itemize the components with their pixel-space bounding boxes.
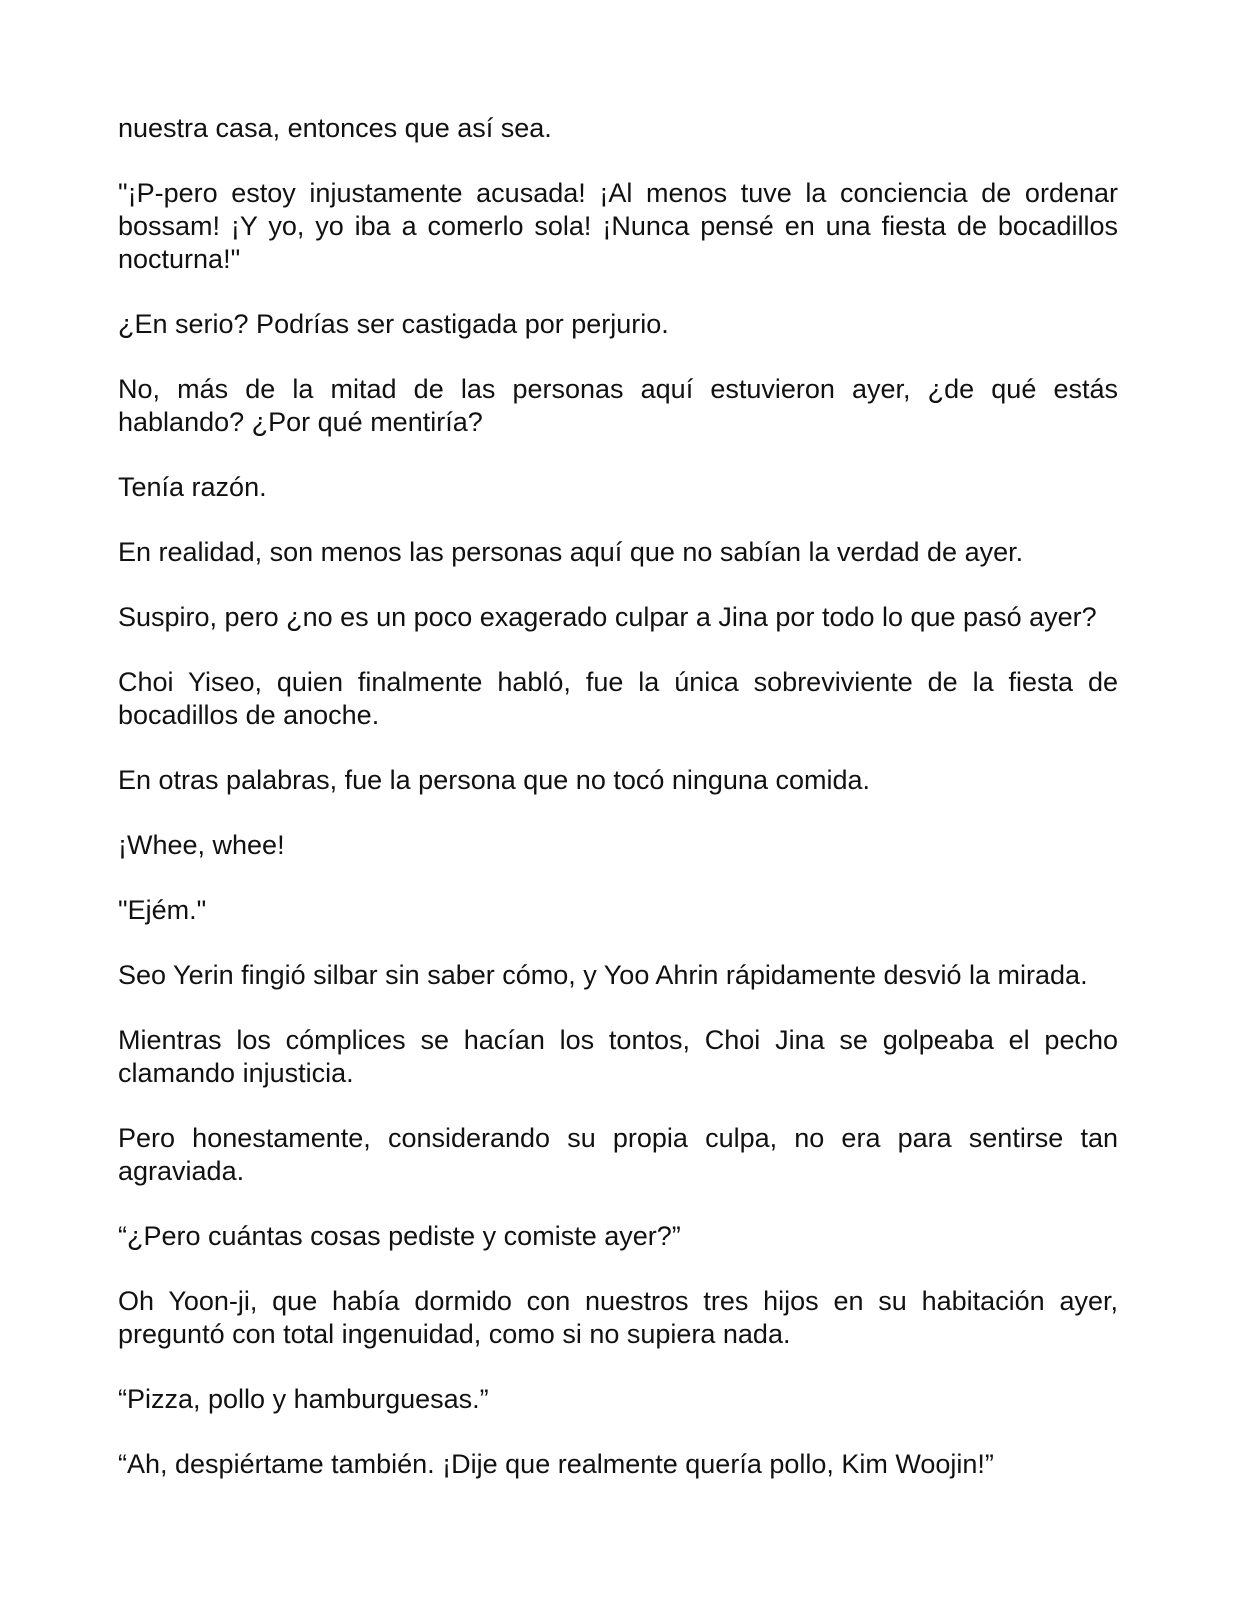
paragraph: No, más de la mitad de las personas aquí estuvieron ayer, ¿de qué estás hablando? ¿Por qué mentiría? (118, 374, 1118, 437)
paragraph: Tenía razón. (118, 472, 267, 502)
paragraph: Seo Yerin fingió silbar sin saber cómo, y Yoo Ahrin rápidamente desvió la mirada. (118, 960, 1088, 990)
paragraph: "¡P-pero estoy injustamente acusada! ¡Al menos tuve la conciencia de ordenar bossam! ¡Y yo, yo iba a comerlo sola! ¡Nunca pensé en una fiesta de bocadillos nocturna!" (118, 178, 1118, 274)
paragraph: En otras palabras, fue la persona que no tocó ninguna comida. (118, 765, 871, 795)
paragraph: “Pizza, pollo y hamburguesas.” (118, 1384, 489, 1414)
paragraph: “¿Pero cuántas cosas pediste y comiste ayer?” (118, 1221, 681, 1251)
paragraph: ¡Whee, whee! (118, 830, 285, 860)
paragraph: nuestra casa, entonces que así sea. (118, 113, 552, 143)
paragraph: Suspiro, pero ¿no es un poco exagerado culpar a Jina por todo lo que pasó ayer? (118, 602, 1097, 632)
body-text (118, 112, 1118, 1513)
paragraph: Pero honestamente, considerando su propia culpa, no era para sentirse tan agraviada. (118, 1123, 1118, 1186)
paragraph: Mientras los cómplices se hacían los tontos, Choi Jina se golpeaba el pecho clamando injusticia. (118, 1025, 1118, 1088)
paragraph: “Ah, despiértame también. ¡Dije que realmente quería pollo, Kim Woojin!” (118, 1449, 994, 1479)
paragraph: En realidad, son menos las personas aquí que no sabían la verdad de ayer. (118, 537, 1024, 567)
paragraph: Choi Yiseo, quien finalmente habló, fue la única sobreviviente de la fiesta de bocadillos de anoche. (118, 667, 1118, 730)
paragraph: Oh Yoon-ji, que había dormido con nuestros tres hijos en su habitación ayer, preguntó con total ingenuidad, como si no supiera nada. (118, 1286, 1118, 1349)
paragraph: "Ejém." (118, 895, 207, 925)
paragraph: ¿En serio? Podrías ser castigada por perjurio. (118, 309, 669, 339)
